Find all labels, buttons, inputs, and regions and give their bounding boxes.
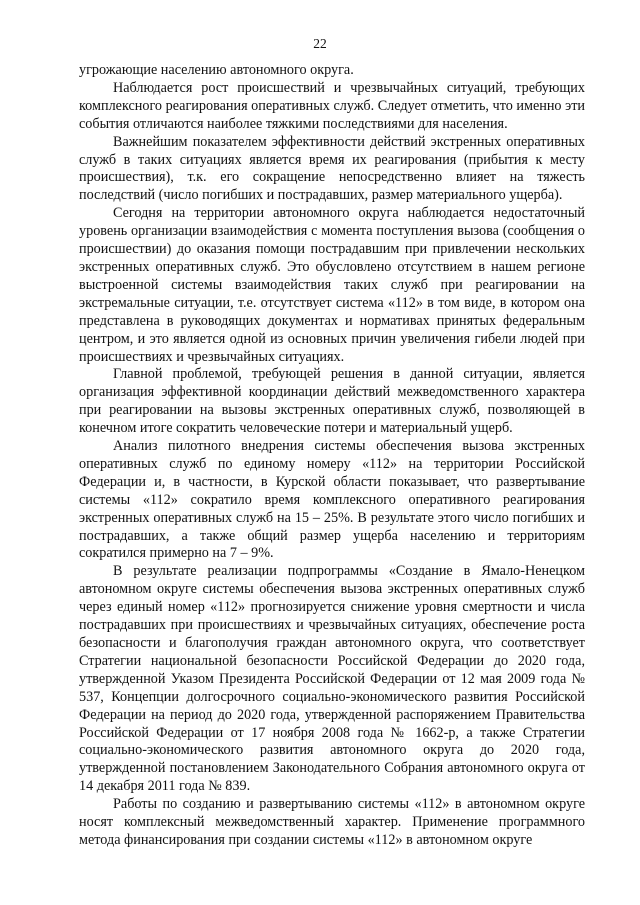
paragraph-incidents-growth: Наблюдается рост происшествий и чрезвычайных ситуаций, требующих комплексного реагирования оперативных служб. Следует отметить, что именно эти события отличаются наиболее тяжкими последствиями для населения. — [79, 79, 585, 132]
paragraph-current-situation: Сегодня на территории автономного округа наблюдается недостаточный уровень организации взаимодействия с момента поступления вызова (сообщения о происшествии) до оказания помощи пострадавшим при привлечении нескольких экстренных оперативных служб. Это обусловлено отсутствием в нашем регионе выстроенной системы взаимодействия таких служб при реагировании на экстремальные ситуации, т.е. отсутствует система «112» в том виде, в котором она представлена в руководящих документах и нормативах принятых федеральным центром, и это является одной из основных причин увеличения гибели людей при происшествиях и чрезвычайных ситуациях. — [79, 205, 585, 365]
page-number: 22 — [313, 36, 327, 51]
paragraph-main-problem: Главной проблемой, требующей решения в данной ситуации, является организация эффективной координации действий межведомственного характера при реагировании на вызовы экстренных оперативных служб, позволяющей в конечном итоге сократить человеческие потери и материальный ущерб. — [79, 366, 585, 437]
paragraph-subprogram-results: В результате реализации подпрограммы «Создание в Ямало-Ненецком автономном округе системы обеспечения вызова экстренных оперативных служб через единый номер «112» прогнозируется снижение уровня смертности и числа пострадавших при происшествиях и чрезвычайных ситуациях, обеспечение роста безопасности и благополучия граждан автономного округа, что соответствует Стратегии национальной безопасности Российской Федерации до 2020 года, утвержденной Указом Президента Российской Федерации от 12 мая 2009 года № 537, Концепции долгосрочного социально-экономического развития Российской Федерации на период до 2020 года, утвержденной распоряжением Правительства Российской Федерации от 17 ноября 2008 года № 1662-р, а также Стратегии социально-экономического развития автономного округа до 2020 года, утвержденной постановлением Законодательного Собрания автономного округа от 14 декабря 2011 года № 839. — [79, 563, 585, 795]
paragraph-response-time: Важнейшим показателем эффективности действий экстренных оперативных служб в таких ситуациях является время их реагирования (прибытия к месту происшествия), т.к. его сокращение непосредственно влияет на тяжесть последствий (число погибших и пострадавших, размер материального ущерба). — [79, 133, 585, 204]
paragraph-pilot-analysis: Анализ пилотного внедрения системы обеспечения вызова экстренных оперативных служб по единому номеру «112» на территории Российской Федерации и, в частности, в Курской области показывает, что развертывание системы «112» сократило время комплексного оперативного реагирования экстренных оперативных служб на 15 – 25%. В результате этого число погибших и пострадавших, а также общий размер ущерба населению и территориям сократился примерно на 7 – 9%. — [79, 438, 585, 562]
body-text — [79, 62, 585, 850]
paragraph-continuation: угрожающие населению автономного округа. — [79, 62, 354, 78]
paragraph-works-character: Работы по созданию и развертыванию системы «112» в автономном округе носят комплексный межведомственный характер. Применение программного метода финансирования при создании системы «112» в автономном округе — [79, 796, 585, 848]
